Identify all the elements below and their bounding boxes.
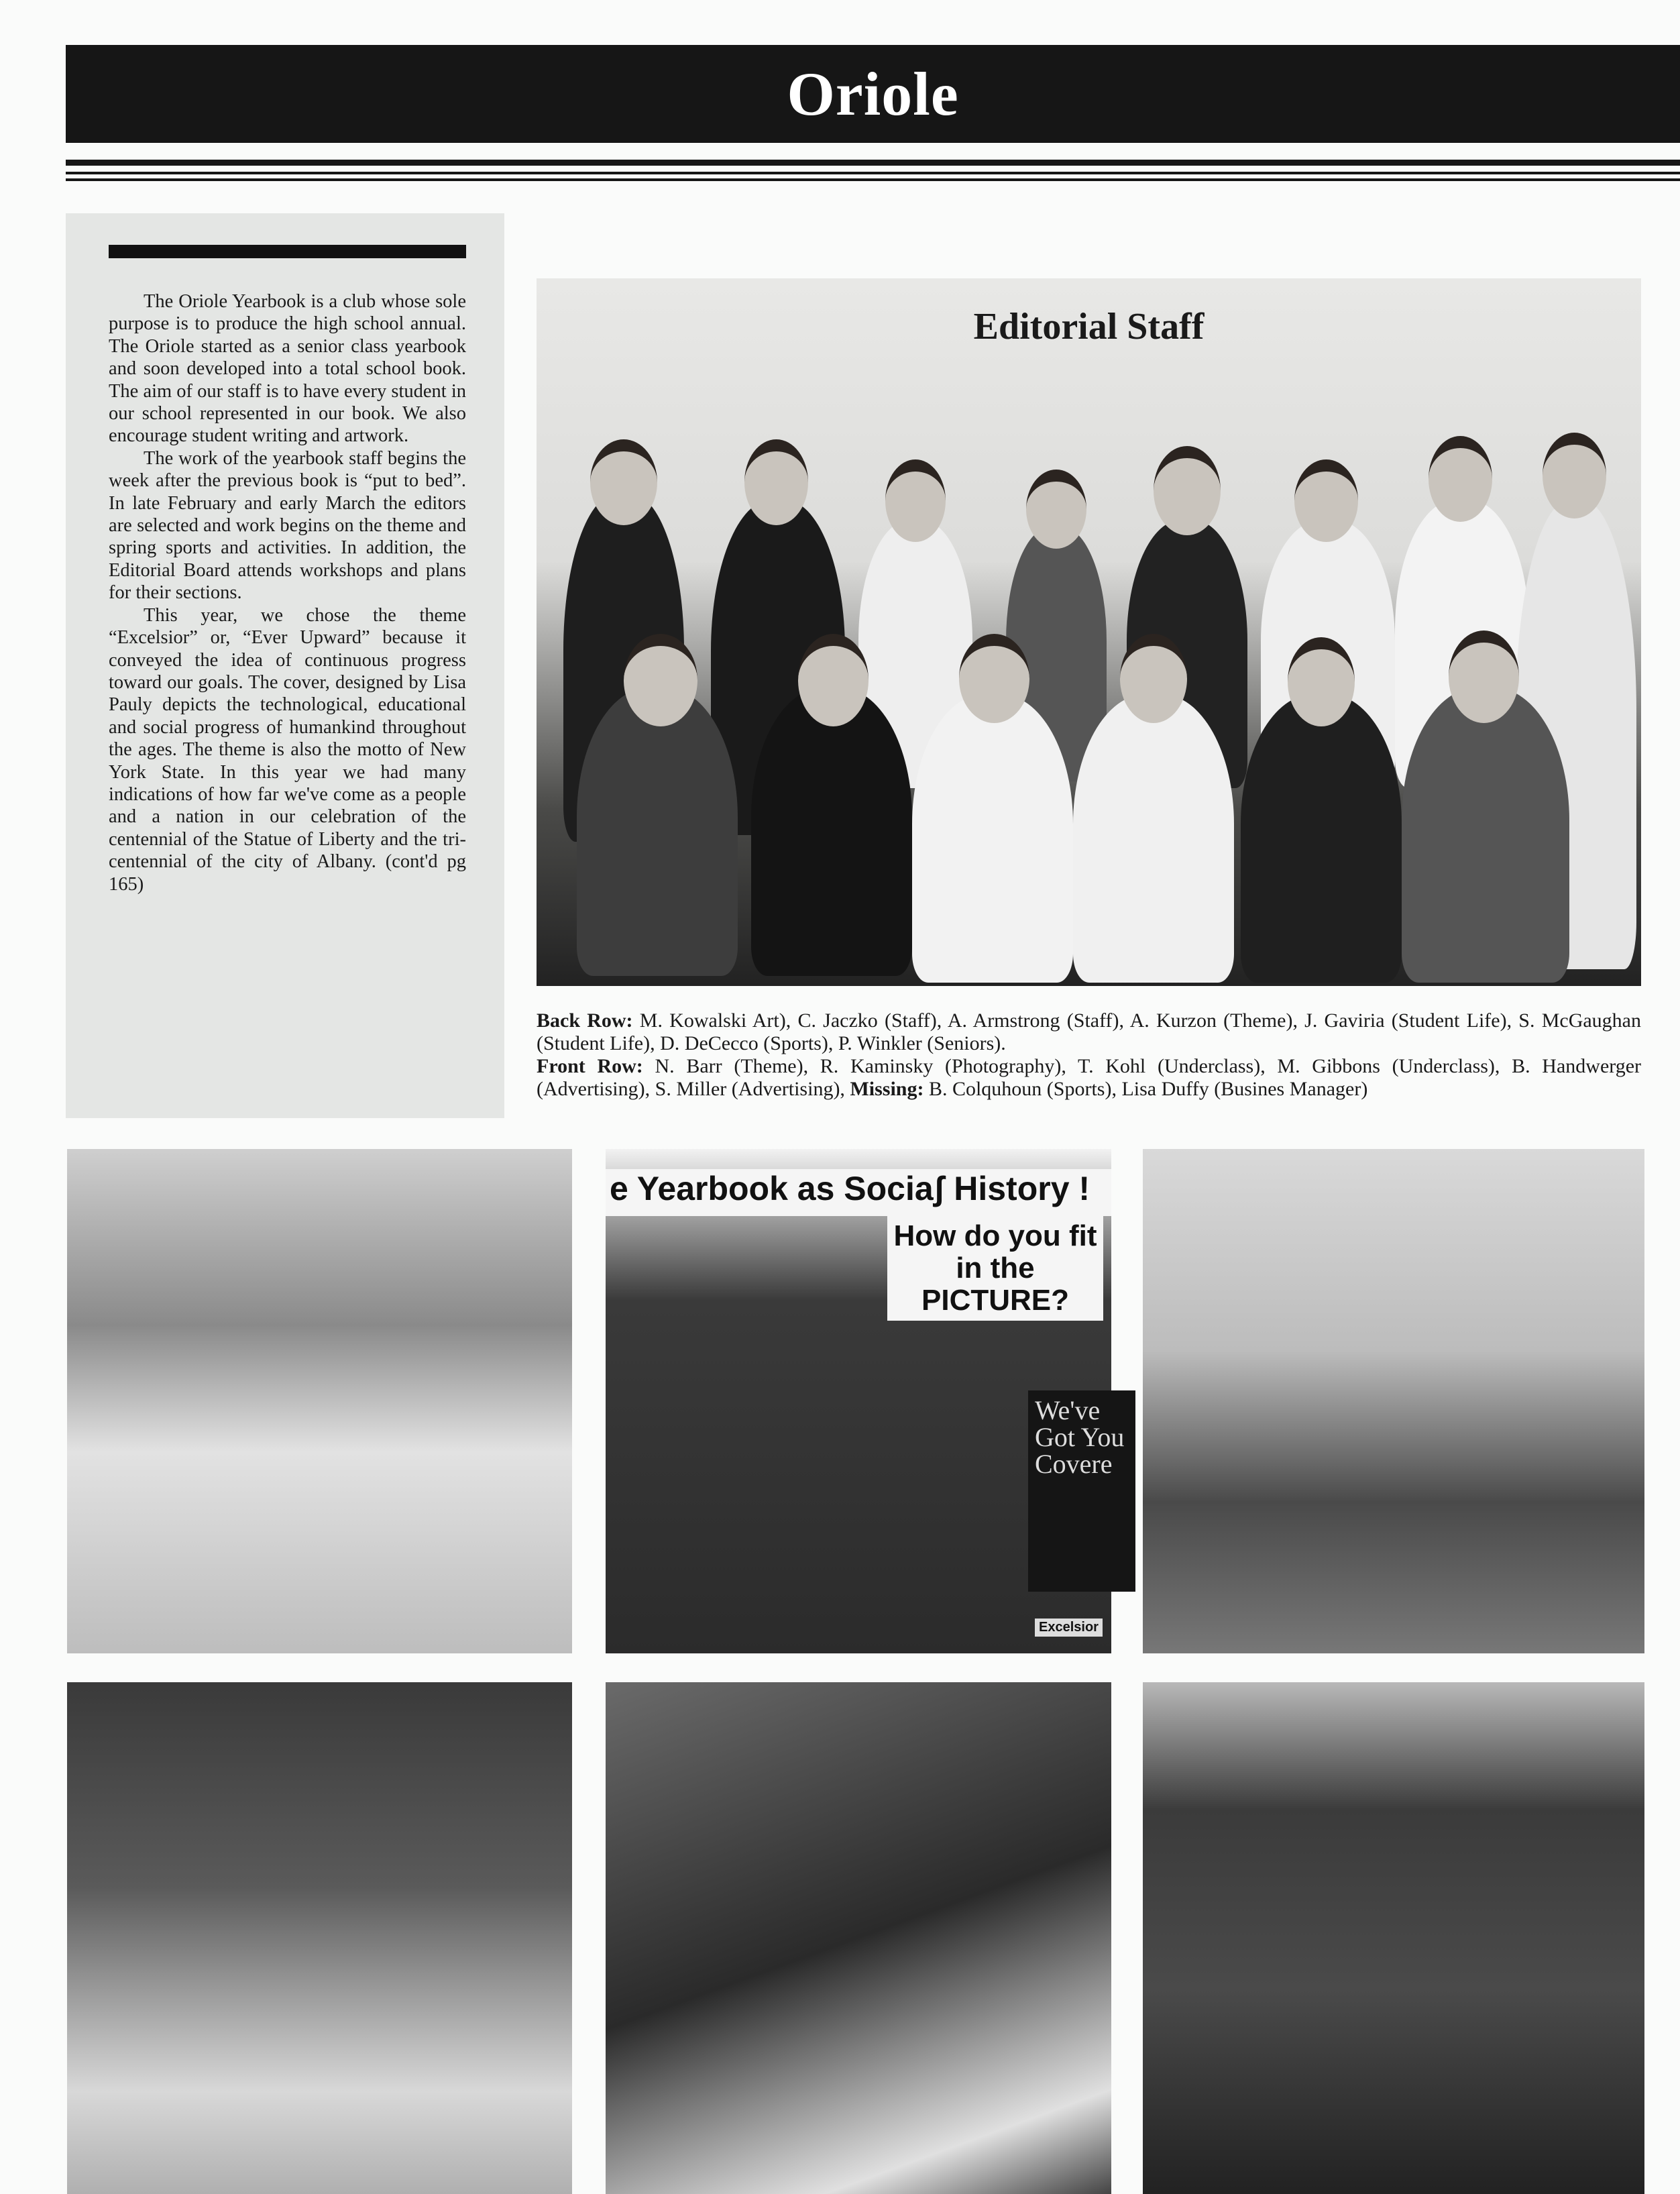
group-people: [550, 386, 1601, 986]
students-working-photo: [1143, 1149, 1644, 1653]
person-body: [912, 694, 1073, 983]
paragraph: The Oriole Yearbook is a club whose sole purpose is to produce the high school annual. The Oriole started as a senior class yearbook and soon developed into a total school book. The aim of our staff is to have every student in our school represented in our book. We also encourage student writing and artwork.: [109, 291, 466, 447]
person-head: [1288, 637, 1355, 726]
missing-label: Missing:: [850, 1078, 924, 1100]
display-board-photo: [606, 1149, 1125, 1653]
person-head: [1154, 446, 1221, 535]
missing-names: B. Colquhoun (Sports), Lisa Duffy (Busines Manager): [923, 1078, 1368, 1100]
divider-rule: [66, 172, 1680, 174]
person-body: [1073, 694, 1234, 983]
student-typing-photo: [606, 1682, 1111, 2194]
person-head: [1120, 634, 1187, 723]
person-body: [1241, 694, 1402, 983]
photo-title: Editorial Staff: [973, 306, 1205, 347]
divider-rule: [66, 178, 1680, 181]
editorial-staff-photo: [537, 278, 1641, 986]
fit-picture-sign: How do you fit in the PICTURE?: [887, 1216, 1103, 1321]
person-head: [959, 634, 1029, 723]
excelsior-label: Excelsior: [1035, 1619, 1103, 1637]
display-banner: e Yearbook as Sociaʃ History !: [606, 1169, 1111, 1216]
classroom-photo: [67, 1149, 572, 1653]
front-row-names: N. Barr (Theme), R. Kaminsky (Photography), T. Kohl (Underclass), M. Gibbons (Underclass), B. Handwerger (Advertising), S. Miller (Advertising),: [537, 1055, 1642, 1100]
person-head: [1449, 630, 1519, 723]
person-body: [751, 688, 912, 976]
back-row-names: M. Kowalski Art), C. Jaczko (Staff), A. Armstrong (Staff), A. Kurzon (Theme), J. Gaviria (Student Life), S. McGaughan (Student Life), D. DeCecco (Sports), P. Winkler (Seniors).: [537, 1009, 1641, 1054]
person-head: [590, 439, 657, 525]
sidebar-bar: [109, 245, 466, 258]
front-row-label: Front Row:: [537, 1055, 643, 1077]
person-head: [1543, 433, 1606, 518]
person-body: [577, 688, 738, 976]
divider-rule: [66, 160, 1680, 166]
person-head: [1026, 470, 1086, 549]
title-banner: [66, 45, 1680, 143]
person-head: [744, 439, 808, 525]
paragraph: This year, we chose the theme “Excelsior” or, “Ever Upward” because it conveyed the idea of continuous progress toward our goals. The cover, designed by Lisa Pauly depicts the technological, educational and social progress of humankind throughout the ages. The theme is also the motto of New York State. In this year we had many indications of how far we've come as a people and a nation in our celebration of the centennial of the Statue of Liberty and the tri-centennial of the city of Albany. (cont'd pg 165): [109, 604, 466, 895]
covered-sign: We've Got You Covere: [1028, 1390, 1135, 1592]
back-row-label: Back Row:: [537, 1009, 633, 1032]
person-head: [798, 634, 869, 726]
person-head: [624, 634, 697, 726]
staff-caption: [537, 1009, 1641, 1101]
person-head: [1429, 436, 1492, 522]
intro-sidebar: [66, 213, 504, 1118]
person-head: [1294, 459, 1358, 542]
page-title: Oriole: [787, 60, 959, 128]
paragraph: The work of the yearbook staff begins the week after the previous book is “put to bed”. In late February and early March the editors are selected and work begins on the theme and spring sports and activities. In addition, the Editorial Board attends workshops and plans for their sections.: [109, 447, 466, 604]
intro-text: [109, 290, 466, 895]
person-head: [885, 459, 946, 542]
person-body: [1402, 688, 1569, 983]
students-table-photo: [67, 1682, 572, 2194]
school-bus-photo: [1143, 1682, 1644, 2194]
